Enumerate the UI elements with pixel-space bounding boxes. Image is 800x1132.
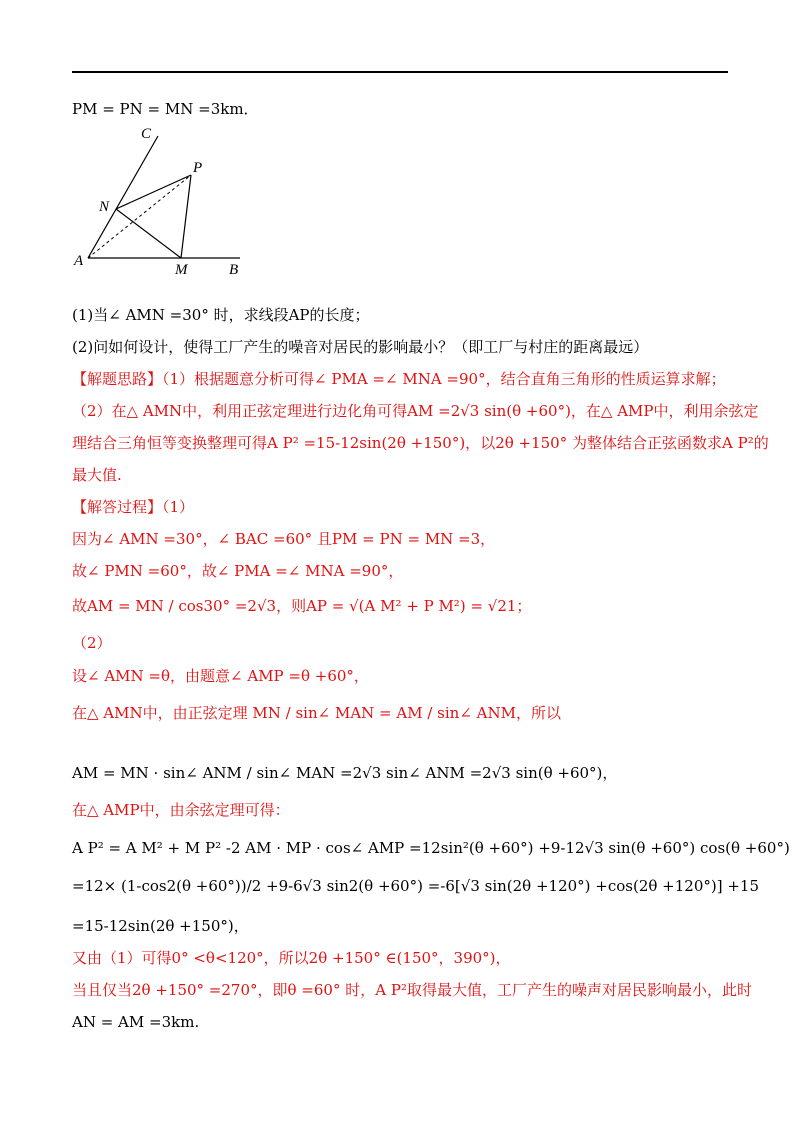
step-12: 当且仅当2θ +150° =270°，即θ =60° 时，A P²取得最大值，工厂产生的噪声对居民影响最小，此时 [72,981,752,999]
label-c: C [141,126,152,142]
part-2-heading: （2） [72,634,112,652]
step-2: 故∠ PMN =60°，故∠ PMA =∠ MNA =90°， [72,562,404,580]
step-9: =12× (1-cos2(θ +60°))/2 +9-6√3 sin2(θ +60°) =-6[√3 sin(2θ +120°) +cos(2θ +120°)] +15 [72,877,760,895]
ray-ac [88,136,158,258]
segment-ap-dashed [88,175,191,258]
question-1: (1)当∠ AMN =30° 时，求线段AP的长度； [72,306,370,324]
label-p: P [193,160,203,176]
step-4: 设∠ AMN =θ，由题意∠ AMP =θ +60°， [72,667,369,685]
label-n: N [99,199,110,215]
step-3: 故AM = MN / cos30° =2√3，则AP = √(A M² + P M²) = √21； [72,597,532,615]
segment-nm [116,209,181,258]
question-2: (2)问如何设计，使得工厂产生的噪音对居民的影响最小？（即工厂与村庄的距离最远） [72,338,649,356]
segment-np [116,175,191,209]
solution-idea-1: 【解题思路】（1）根据题意分析可得∠ PMA =∠ MNA =90°，结合直角三角形的性质运算求解； [72,370,726,388]
header-rule [72,71,728,73]
solution-process-heading: 【解答过程】（1） [72,498,195,516]
step-5: 在△ AMN中，由正弦定理 MN / sin∠ MAN = AM / sin∠ ANM，所以 [72,704,561,722]
given-line: PM = PN = MN =3km． [72,100,259,118]
step-1: 因为∠ AMN =30°，∠ BAC =60° 且PM = PN = MN =3， [72,530,496,548]
step-6: AM = MN · sin∠ ANM / sin∠ MAN =2√3 sin∠ ANM =2√3 sin(θ +60°)， [72,764,618,782]
step-13: AN = AM =3km. [72,1013,200,1031]
label-m: M [175,262,188,278]
label-b: B [229,262,239,278]
step-10: =15-12sin(2θ +150°)， [72,917,249,935]
solution-idea-2b: 理结合三角恒等变换整理可得A P² =15-12sin(2θ +150°)，以2θ +150° 为整体结合正弦函数求A P²的 [72,434,769,452]
solution-idea-2c: 最大值. [72,466,122,484]
solution-idea-2a: （2）在△ AMN中，利用正弦定理进行边化角可得AM =2√3 sin(θ +60°)，在△ AMP中，利用余弦定 [72,402,759,420]
label-a: A [74,253,84,269]
segment-pm [181,175,191,258]
step-11: 又由（1）可得0° <θ<120°，所以2θ +150° ∈(150°，390°)， [72,949,511,967]
step-7: 在△ AMP中，由余弦定理可得： [72,801,290,819]
geometry-figure [72,125,252,280]
step-8: A P² = A M² + M P² -2 AM · MP · cos∠ AMP =12sin²(θ +60°) +9-12√3 sin(θ +60°) cos(θ +60°) [72,839,790,857]
